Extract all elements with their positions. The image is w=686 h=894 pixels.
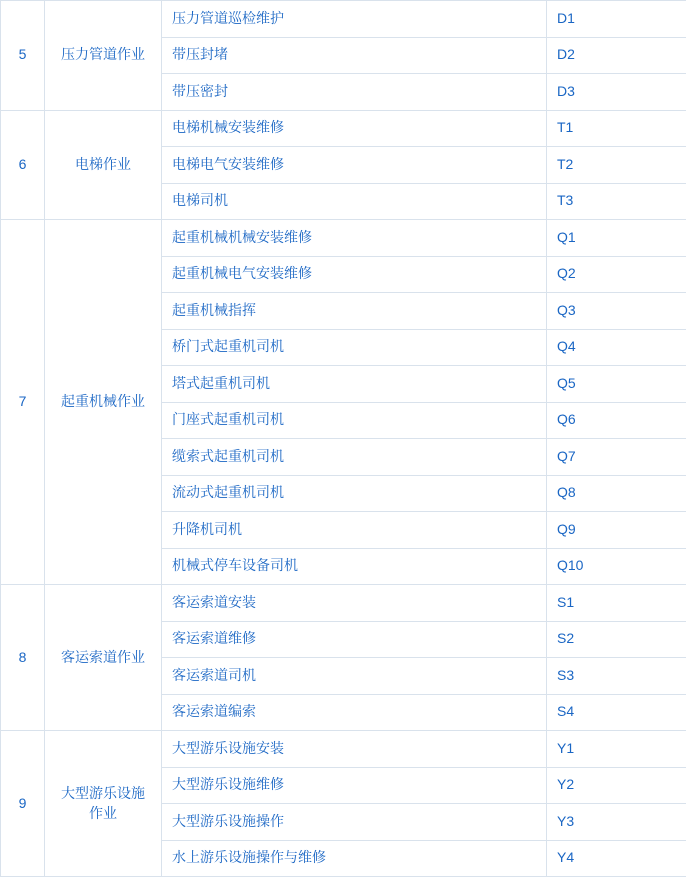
- operation-item-cell: 电梯司机: [162, 183, 547, 220]
- operation-item-cell: 升降机司机: [162, 512, 547, 549]
- project-code-cell: Q1: [547, 220, 686, 257]
- project-code-cell: Q7: [547, 439, 686, 476]
- operation-item-cell: 桥门式起重机司机: [162, 329, 547, 366]
- operation-item-cell: 大型游乐设施安装: [162, 731, 547, 768]
- category-label: 客运索道作业: [61, 648, 145, 665]
- project-code-cell: T3: [547, 183, 686, 220]
- category-cell: [45, 1, 162, 111]
- row-number-cell: 5: [1, 1, 45, 111]
- project-code-cell: S1: [547, 585, 686, 622]
- table-row: [1, 731, 686, 768]
- category-cell: [45, 731, 162, 877]
- table-row: [1, 110, 686, 147]
- operation-item-cell: 水上游乐设施操作与维修: [162, 840, 547, 877]
- operation-item-cell: 大型游乐设施维修: [162, 767, 547, 804]
- operation-item-cell: 缆索式起重机司机: [162, 439, 547, 476]
- operation-item-cell: 客运索道维修: [162, 621, 547, 658]
- table-row: [1, 220, 686, 257]
- operation-item-cell: 客运索道司机: [162, 658, 547, 695]
- operation-item-cell: 客运索道安装: [162, 585, 547, 622]
- operation-item-cell: 带压密封: [162, 74, 547, 111]
- operation-item-cell: 电梯机械安装维修: [162, 110, 547, 147]
- project-code-cell: Q5: [547, 366, 686, 403]
- project-code-cell: T2: [547, 147, 686, 184]
- table-row: [1, 585, 686, 622]
- project-code-cell: Q3: [547, 293, 686, 330]
- table-row: [1, 1, 686, 38]
- operation-item-cell: 门座式起重机司机: [162, 402, 547, 439]
- operation-item-cell: 流动式起重机司机: [162, 475, 547, 512]
- operation-item-cell: 电梯电气安装维修: [162, 147, 547, 184]
- project-code-cell: Y2: [547, 767, 686, 804]
- category-label: 压力管道作业: [61, 46, 145, 63]
- operation-item-cell: 起重机械指挥: [162, 293, 547, 330]
- operation-item-cell: 带压封堵: [162, 37, 547, 74]
- project-code-cell: Q6: [547, 402, 686, 439]
- table-body: [1, 1, 686, 877]
- row-number-cell: 9: [1, 731, 45, 877]
- project-code-cell: D2: [547, 37, 686, 74]
- operation-item-cell: 客运索道编索: [162, 694, 547, 731]
- category-cell: [45, 585, 162, 731]
- operation-item-cell: 起重机械电气安装维修: [162, 256, 547, 293]
- project-code-cell: D1: [547, 1, 686, 38]
- operation-item-cell: 压力管道巡检维护: [162, 1, 547, 38]
- category-label: 电梯作业: [75, 155, 131, 172]
- category-label: 起重机械作业: [61, 393, 145, 410]
- project-code-cell: Q2: [547, 256, 686, 293]
- project-code-cell: S2: [547, 621, 686, 658]
- project-code-cell: T1: [547, 110, 686, 147]
- project-code-cell: S3: [547, 658, 686, 695]
- operation-item-cell: 塔式起重机司机: [162, 366, 547, 403]
- category-cell: [45, 220, 162, 585]
- operation-item-cell: 大型游乐设施操作: [162, 804, 547, 841]
- row-number-cell: 8: [1, 585, 45, 731]
- project-code-cell: Y1: [547, 731, 686, 768]
- project-code-cell: Q9: [547, 512, 686, 549]
- project-code-cell: Q8: [547, 475, 686, 512]
- row-number-cell: 7: [1, 220, 45, 585]
- project-code-cell: D3: [547, 74, 686, 111]
- operation-item-cell: 起重机械机械安装维修: [162, 220, 547, 257]
- project-code-cell: Q4: [547, 329, 686, 366]
- operation-item-cell: 机械式停车设备司机: [162, 548, 547, 585]
- project-code-cell: Y3: [547, 804, 686, 841]
- project-code-cell: Y4: [547, 840, 686, 877]
- category-cell: [45, 110, 162, 220]
- project-code-cell: Q10: [547, 548, 686, 585]
- project-code-cell: S4: [547, 694, 686, 731]
- category-label: 大型游乐设施作业: [61, 784, 145, 821]
- row-number-cell: 6: [1, 110, 45, 220]
